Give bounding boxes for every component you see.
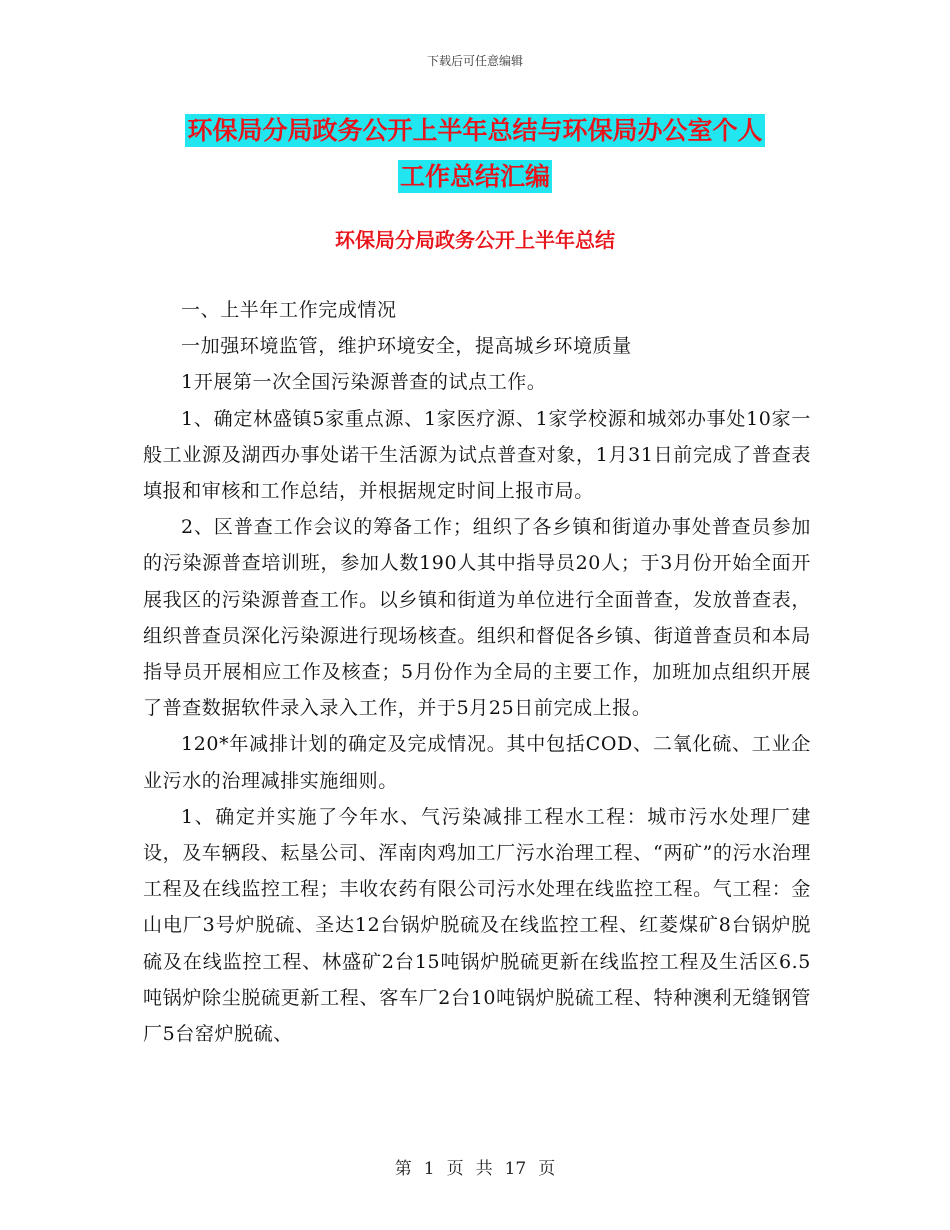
document-body — [143, 292, 811, 1052]
page-footer — [0, 1154, 950, 1179]
footer-page-word: 页 — [446, 1159, 464, 1179]
paragraph: 一加强环境监管，维护环境安全，提高城乡环境质量 — [181, 335, 632, 358]
paragraph: 一、上半年工作完成情况 — [181, 299, 397, 321]
header-note: 下载后可任意编辑 — [426, 54, 523, 68]
paragraph: 1开展第一次全国污染源普查的试点工作。 — [181, 371, 547, 394]
document-title-line1: 环保局分局政务公开上半年总结与环保局办公室个人 — [187, 116, 763, 145]
document-title — [145, 108, 805, 200]
paragraph: 2、区普查工作会议的筹备工作；组织了各乡镇和街道办事处普查员参加的污染源普查培训班，参加人数190人其中指导员20人；于3月份开始全面开展我区的污染源普查工作。以乡镇和街道为单位进行全面普查，发放普查表，组织普查员深化污染源进行现场核查。组织和督促各乡镇、街道普查员和本局指导员开展相应工作及核查；5月份作为全局的主要工作，加班加点组织开展了普查数据软件录入录入工作，并于5月25日前完成上报。 — [143, 516, 811, 720]
total-pages: 17 — [504, 1159, 527, 1179]
page-number: 1 — [423, 1159, 435, 1179]
footer-prefix: 第 — [394, 1159, 412, 1179]
section-title: 环保局分局政务公开上半年总结 — [335, 228, 615, 252]
document-title-line2: 工作总结汇编 — [399, 162, 550, 191]
footer-suffix: 页 — [538, 1159, 556, 1179]
paragraph: 120*年减排计划的确定及完成情况。其中包括COD、二氧化硫、工业企业污水的治理减排实施细则。 — [143, 733, 811, 792]
paragraph: 1、确定林盛镇5家重点源、1家医疗源、1家学校源和城郊办事处10家一般工业源及湖西办事处诺干生活源为试点普查对象，1月31日前完成了普查表填报和审核和工作总结，并根据规定时间上报市局。 — [143, 407, 811, 503]
footer-total-word: 共 — [475, 1159, 493, 1179]
paragraph: 1、确定并实施了今年水、气污染减排工程水工程：城市污水处理厂建设，及车辆段、耘垦公司、浑南肉鸡加工厂污水治理工程、“两矿”的污水治理工程及在线监控工程；丰收农药有限公司污水处理在线监控工程。气工程：金山电厂3号炉脱硫、圣达12台锅炉脱硫及在线监控工程、红菱煤矿8台锅炉脱硫及在线监控工程、林盛矿2台15吨锅炉脱硫更新在线监控工程及生活区6.5吨锅炉除尘脱硫更新工程、客车厂2台10吨锅炉脱硫工程、特种澳利无缝钢管厂5台窑炉脱硫、 — [143, 805, 811, 1046]
